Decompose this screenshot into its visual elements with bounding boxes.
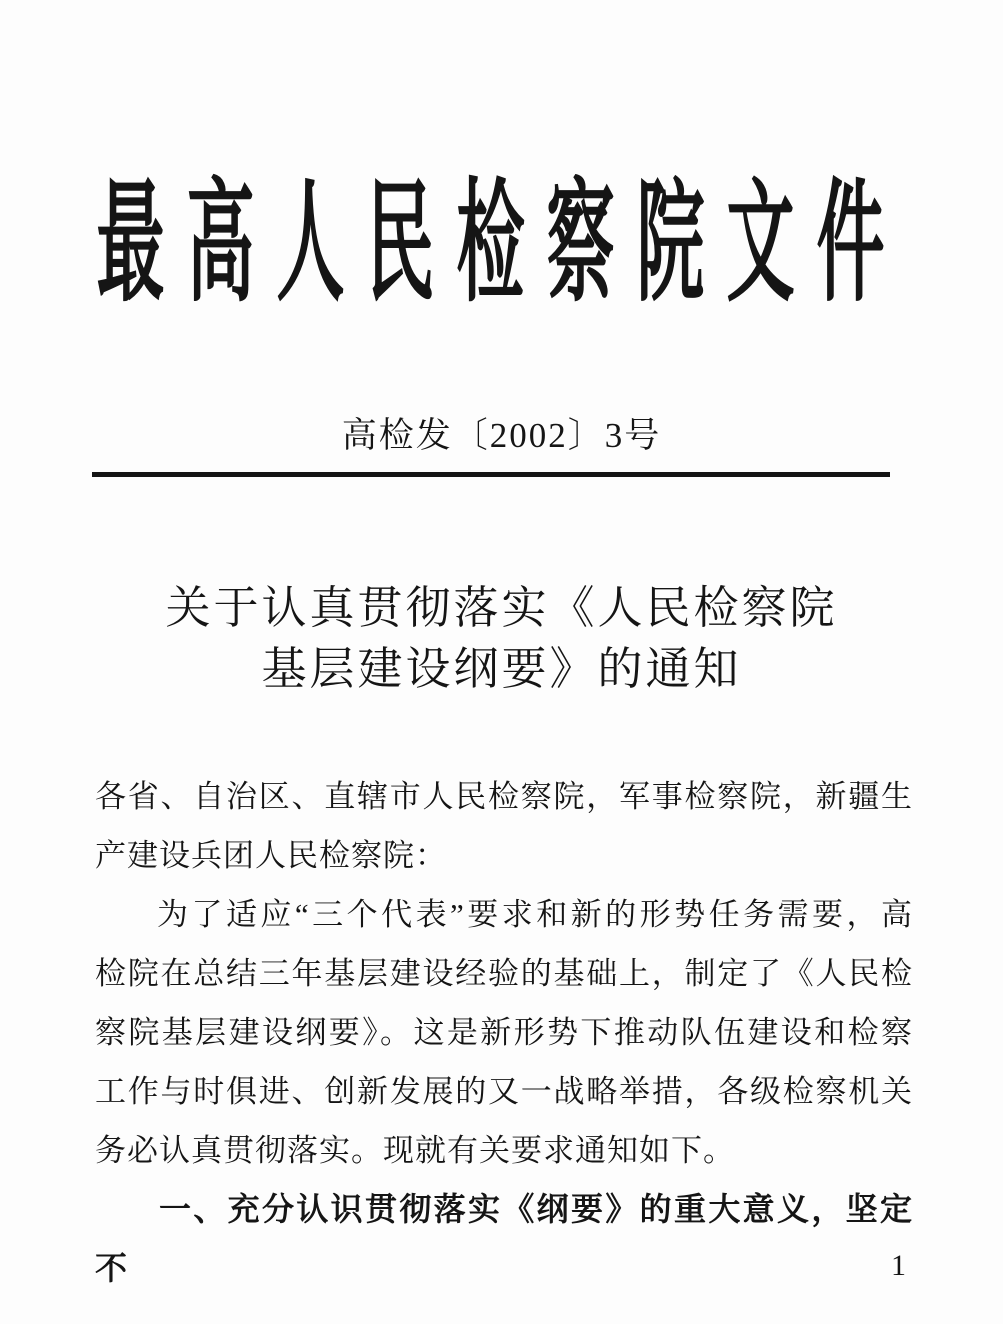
paragraph-line: 检院在总结三年基层建设经验的基础上，制定了《人民检: [95, 956, 913, 991]
header-divider-rule: [92, 472, 890, 477]
paragraph-line: 工作与时俱进、创新发展的又一战略举措，各级检察机关: [95, 1074, 913, 1109]
paragraph-line: 为了适应“三个代表”要求和新的形势任务需要，高: [157, 897, 913, 932]
notice-title-line-2: 基层建设纲要》的通知: [261, 644, 742, 694]
salutation-line: 产建设兵团人民检察院：: [95, 838, 447, 873]
salutation-line: 各省、自治区、直辖市人民检察院，军事检察院，新疆生: [95, 779, 913, 814]
page-number: 1: [891, 1249, 906, 1282]
notice-title-line-1: 关于认真贯彻落实《人民检察院: [165, 583, 838, 633]
paragraph-line: 察院基层建设纲要》。这是新形势下推动队伍建设和检察: [95, 1015, 913, 1050]
document-body: [95, 767, 913, 1298]
section-heading: 一、充分认识贯彻落实《纲要》的重大意义，坚定不: [95, 1191, 913, 1286]
masthead-title: 最高人民检察院文件: [96, 168, 907, 317]
document-number: 高检发〔2002〕3号: [341, 416, 662, 455]
paragraph-line: 务必认真贯彻落实。现就有关要求通知如下。: [95, 1133, 735, 1168]
notice-title: [0, 578, 1003, 700]
